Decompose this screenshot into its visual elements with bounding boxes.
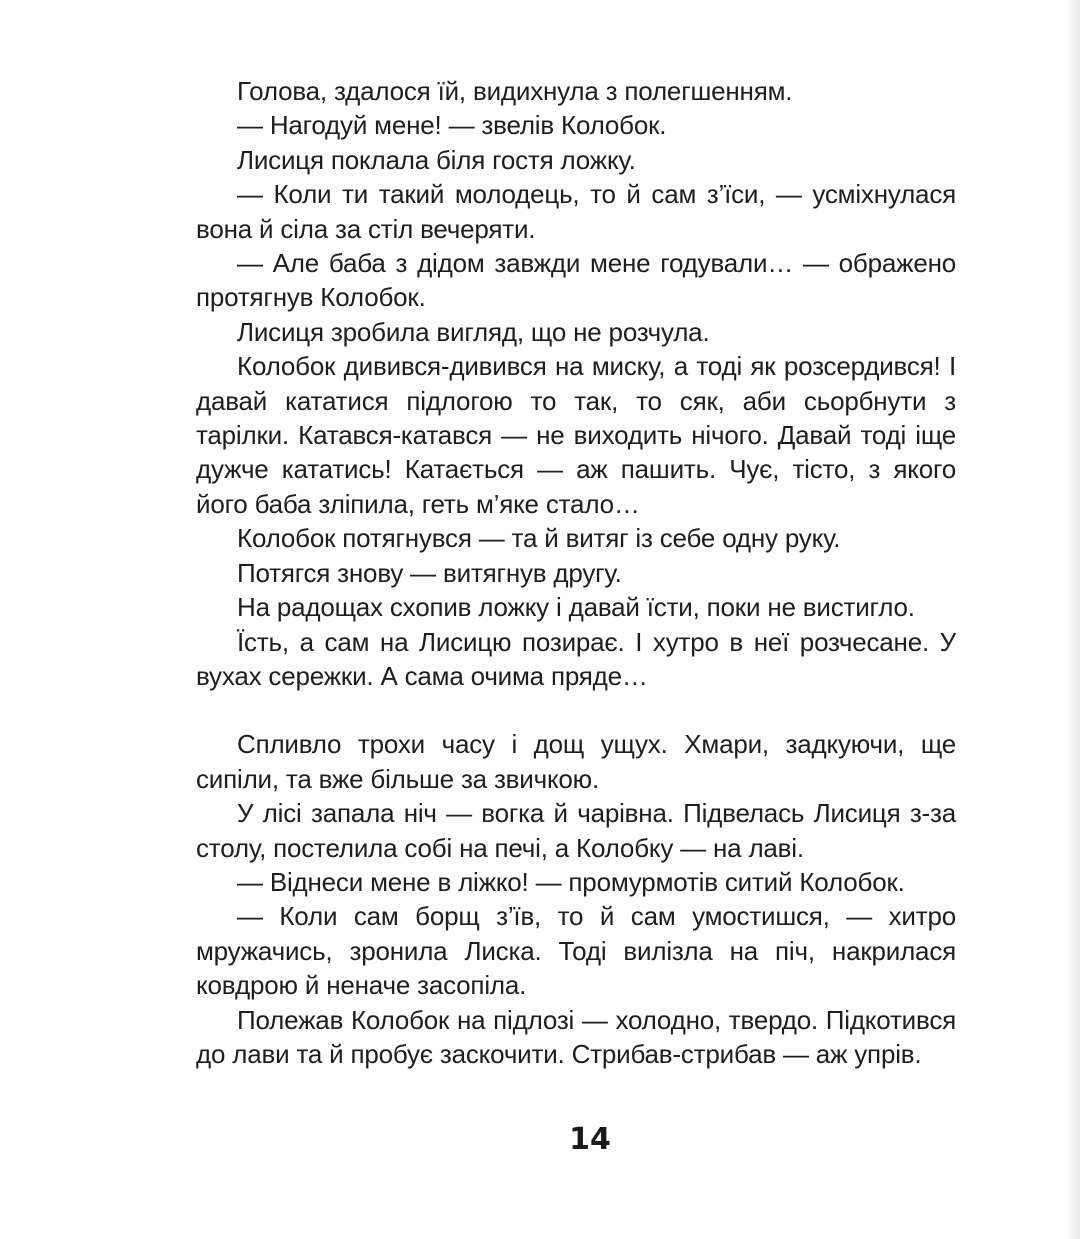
paragraph: Лисиця поклала біля гостя ложку.: [237, 144, 636, 175]
paragraph: Колобок потягнувся — та й витяг із себе одну руку.: [237, 523, 841, 554]
paragraph: Лисиця зробила вигляд, що не розчула.: [237, 316, 710, 347]
paragraph: Спливло трохи часу і дощ ущух. Хмари, задкуючи, ще сипіли, та вже більше за звичкою.: [196, 729, 956, 794]
paragraph: У лісі запала ніч — вогка й чарівна. Підвелась Лисиця з-за столу, постелила собі на печі, а Колобку — на лаві.: [196, 798, 956, 863]
story-text: [196, 74, 956, 1071]
paragraph: На радощах схопив ложку і давай їсти, поки не вистигло.: [237, 592, 915, 623]
paragraph: Колобок дивився-дивився на миску, а тоді як розсердився! І давай кататися підлогою то так, то сяк, аби сьорбнути з тарілки. Катався-катався — не виходить нічого. Давай тоді іще дужче кататись! Катається — аж пашить. Чує, тісто, з якого його баба зліпила, геть м’яке стало…: [196, 351, 956, 519]
paragraph: — Нагодуй мене! — звелів Колобок.: [237, 110, 667, 141]
paragraph: — Але баба з дідом завжди мене годували… — ображено протягнув Колобок.: [196, 248, 956, 313]
page-number: 14: [569, 1122, 611, 1157]
paragraph: Їсть, а сам на Лисицю позирає. І хутро в неї розчесане. У вухах сережки. А сама очима пряде…: [196, 626, 956, 691]
page-edge-shadow: [1066, 0, 1080, 1239]
paragraph: — Коли сам борщ з’їв, то й сам умостишся, — хитро мружачись, зронила Лиска. Тоді вилізла на піч, накрилася ковдрою й неначе засопіла.: [196, 901, 956, 1001]
paragraph: — Віднеси мене в ліжко! — промурмотів ситий Колобок.: [237, 866, 905, 897]
paragraph: Голова, здалося їй, видихнула з полегшенням.: [237, 76, 793, 106]
paragraph: — Коли ти такий молодець, то й сам з’їси, — усміхнулася вона й сіла за стіл вечеряти.: [196, 179, 956, 244]
section-break: [196, 693, 956, 727]
paragraph: Полежав Колобок на підлозі — холодно, твердо. Підкотився до лави та й пробує заскочити. Стрибав-стрибав — аж упрів.: [196, 1004, 956, 1069]
paragraph: Потягся знову — витягнув другу.: [237, 557, 622, 588]
